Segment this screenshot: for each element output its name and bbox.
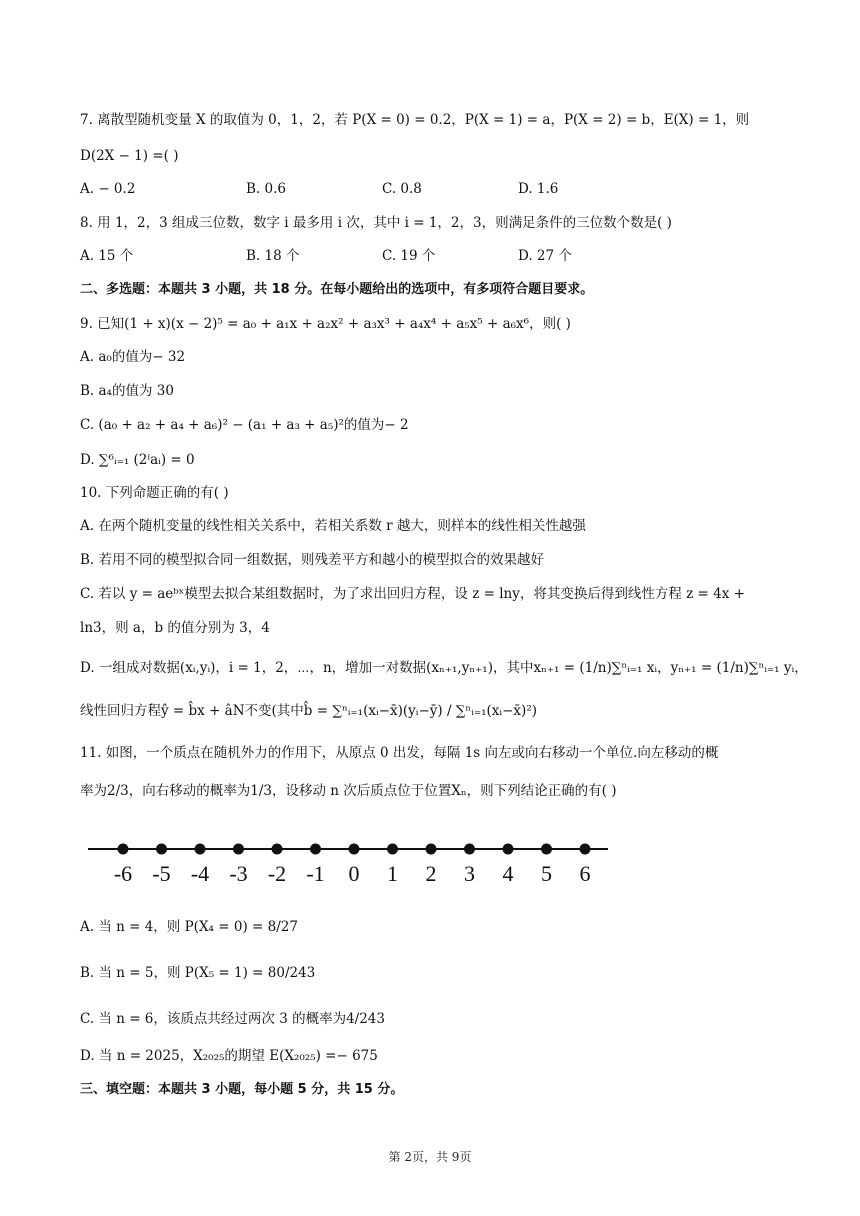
q9-line1: 9. 已知(1 + x)(x − 2)⁵ = a₀ + a₁x + a₂x² + a₃x³ + a₄x⁴ + a₅x⁵ + a₆x⁶，则( ) — [80, 316, 571, 332]
number-line-label: 4 — [502, 861, 514, 886]
q9-option-b: B. a₄的值为 30 — [80, 383, 174, 399]
q8-option-c: C. 19 个 — [382, 248, 436, 264]
q7-option-b: B. 0.6 — [246, 181, 286, 197]
q10-option-c-line2: ln3，则 a，b 的值分别为 3，4 — [80, 620, 270, 636]
number-line-figure — [80, 828, 620, 888]
q10-option-d-line1: D. 一组成对数据(xᵢ,yᵢ)，i = 1，2，⋯，n，增加一对数据(xₙ₊₁,yₙ₊₁)，其中xₙ₊₁ = (1/n)∑ⁿᵢ₌₁ xᵢ，yₙ₊₁ = (1/n)∑ⁿᵢ₌₁ yᵢ， — [80, 660, 808, 676]
q11-line2: 率为2/3，向右移动的概率为1/3，设移动 n 次后质点位于位置Xₙ，则下列结论正确的有( ) — [80, 783, 617, 799]
q9-option-c: C. (a₀ + a₂ + a₄ + a₆)² − (a₁ + a₃ + a₅)²的值为− 2 — [80, 417, 409, 433]
q8-line1: 8. 用 1，2，3 组成三位数，数字 i 最多用 i 次，其中 i = 1，2，3，则满足条件的三位数个数是( ) — [80, 215, 672, 231]
number-line-point — [195, 844, 206, 855]
number-line-point — [464, 844, 475, 855]
number-line-label: 5 — [541, 861, 552, 886]
q9-option-d: D. ∑⁶ᵢ₌₁ (2ⁱaᵢ) = 0 — [80, 452, 195, 468]
number-line-point — [156, 844, 167, 855]
q7-option-c: C. 0.8 — [382, 181, 422, 197]
number-line-point — [349, 844, 360, 855]
q10-option-d-line2: 线性回归方程ŷ = b̂x + âN不变(其中b̂ = ∑ⁿᵢ₌₁(xᵢ−x̄)(yᵢ−ȳ) / ∑ⁿᵢ₌₁(xᵢ−x̄)²) — [80, 703, 537, 719]
q10-option-b: B. 若用不同的模型拟合同一组数据，则残差平方和越小的模型拟合的效果越好 — [80, 552, 545, 568]
number-line-label: -3 — [229, 861, 248, 886]
q8-option-d: D. 27 个 — [518, 248, 572, 264]
q10-line1: 10. 下列命题正确的有( ) — [80, 485, 229, 501]
number-line-label: -2 — [267, 861, 287, 886]
q7-option-d: D. 1.6 — [518, 181, 559, 197]
q11-option-a: A. 当 n = 4，则 P(X₄ = 0) = 8/27 — [80, 919, 298, 935]
number-line-label: 3 — [464, 861, 475, 886]
q10-option-c-line1: C. 若以 y = aeᵇˣ模型去拟合某组数据时，为了求出回归方程，设 z = lny，将其变换后得到线性方程 z = 4x + — [80, 586, 745, 602]
number-line-point — [426, 844, 437, 855]
section-3-heading: 三、填空题：本题共 3 小题，每小题 5 分，共 15 分。 — [80, 1082, 404, 1097]
number-line-point — [503, 844, 514, 855]
number-line-point — [580, 844, 591, 855]
number-line-label: 6 — [579, 861, 591, 886]
q8-options — [80, 246, 780, 266]
number-line-point — [541, 844, 552, 855]
q8-option-b: B. 18 个 — [246, 248, 300, 264]
q11-line1: 11. 如图，一个质点在随机外力的作用下，从原点 0 出发，每隔 1s 向左或向右移动一个单位.向左移动的概 — [80, 745, 719, 761]
page-footer: 第 2页，共 9页 — [388, 1150, 472, 1164]
number-line-label: 1 — [387, 861, 398, 886]
number-line-label: -1 — [306, 861, 325, 886]
number-line-point — [310, 844, 321, 855]
number-line-point — [118, 844, 129, 855]
number-line-label: 0 — [348, 861, 360, 886]
q9-option-a: A. a₀的值为− 32 — [80, 349, 186, 365]
q8-option-a: A. 15 个 — [80, 248, 134, 264]
number-line-label: 2 — [425, 861, 437, 886]
q7-line1: 7. 离散型随机变量 X 的取值为 0，1，2，若 P(X = 0) = 0.2，P(X = 1) = a，P(X = 2) = b，E(X) = 1，则 — [80, 112, 750, 128]
q10-option-a: A. 在两个随机变量的线性相关关系中，若相关系数 r 越大，则样本的线性相关性越强 — [80, 518, 586, 534]
q7-option-a: A. − 0.2 — [80, 181, 136, 197]
q11-option-b: B. 当 n = 5，则 P(X₅ = 1) = 80/243 — [80, 965, 316, 981]
q7-options — [80, 179, 780, 199]
q7-line2: D(2X − 1) =( ) — [80, 148, 179, 164]
number-line-point — [233, 844, 244, 855]
number-line-point — [272, 844, 283, 855]
number-line-label: -4 — [190, 861, 210, 886]
q11-option-c: C. 当 n = 6，该质点共经过两次 3 的概率为4/243 — [80, 1011, 385, 1027]
q11-option-d: D. 当 n = 2025，X₂₀₂₅的期望 E(X₂₀₂₅) =− 675 — [80, 1048, 378, 1064]
number-line-label: -6 — [113, 861, 133, 886]
number-line-point — [387, 844, 398, 855]
number-line-label: -5 — [152, 861, 171, 886]
section-2-heading: 二、多选题：本题共 3 小题，共 18 分。在每小题给出的选项中，有多项符合题目要求。 — [80, 282, 594, 297]
